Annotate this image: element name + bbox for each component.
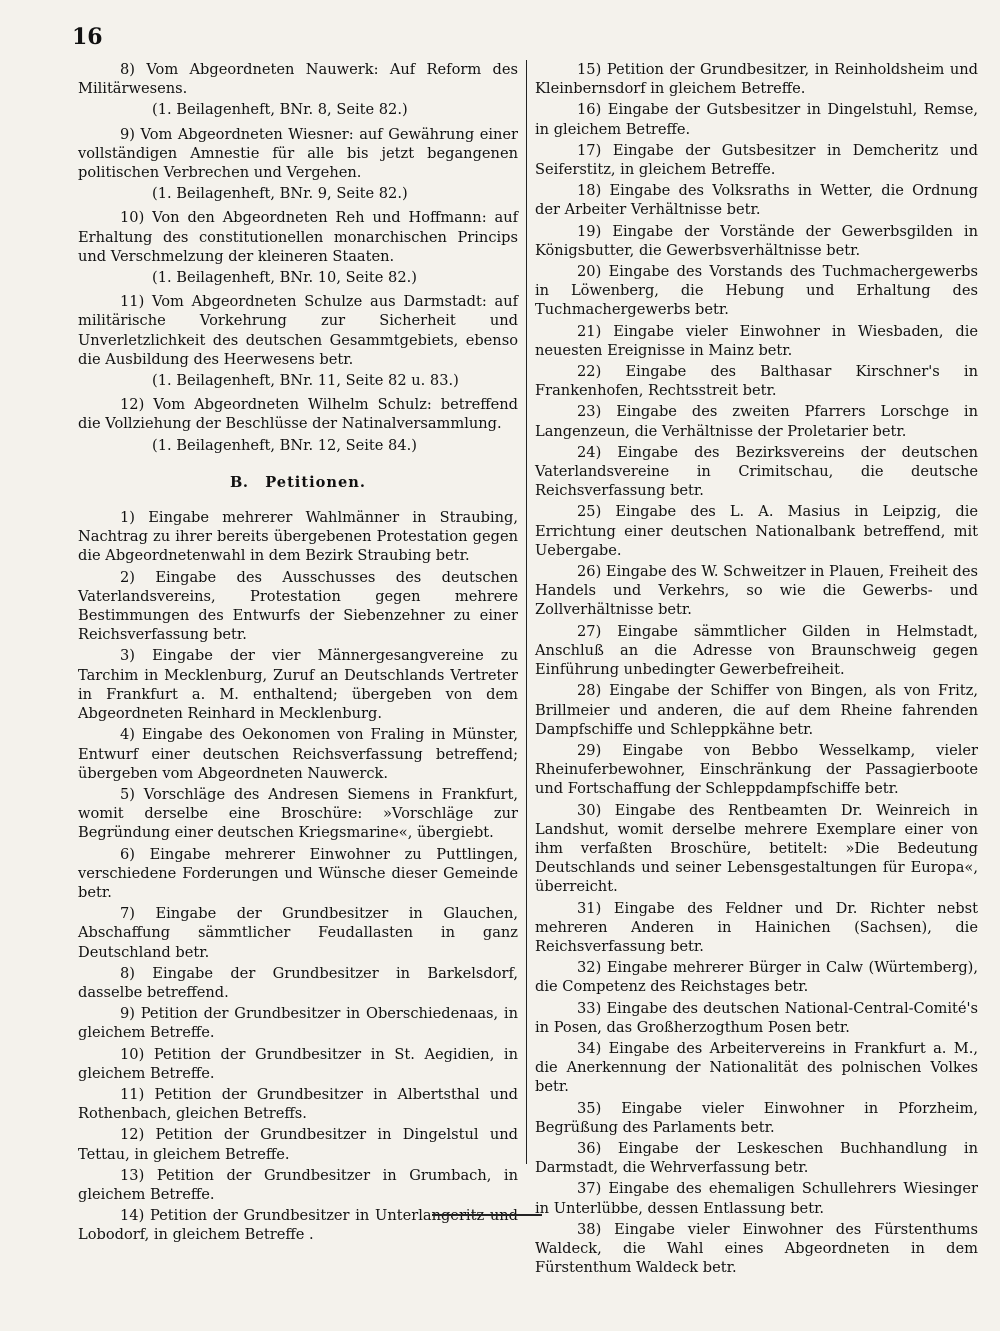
petition-entry: 21) Eingabe vieler Einwohner in Wiesbaden, die neuesten Ereignisse in Mainz betr. <box>535 322 979 359</box>
petition-entry: 15) Petition der Grundbesitzer, in Reinholdsheim und Kleinbernsdorf in gleichem Betreffe. <box>535 61 979 98</box>
petition-entry: 10) Petition der Grundbesitzer in St. Aegidien, in gleichem Betreffe. <box>78 1045 518 1082</box>
motion-citation: (1. Beilagenheft, BNr. 8, Seite 82.) <box>152 101 408 119</box>
petition-entry: 30) Eingabe des Rentbeamten Dr. Weinreich in Landshut, womit derselbe mehrere Exemplare einer von ihm verfaßten Broschüre, betitelt: »Die Bedeutung Deutschlands und seiner Lebensgestaltungen für Europa«, überreicht. <box>535 801 978 896</box>
motion-entry: 11) Vom Abgeordneten Schulze aus Darmstadt: auf militärische Vorkehrung zur Sicherheit und Unverletzlichkeit des deutschen Gesammtgebiets, ebenso die Ausbildung des Heerwesens betr. <box>78 293 518 368</box>
petition-entry: 12) Petition der Grundbesitzer in Dingelstul und Tettau, in gleichem Betreffe. <box>78 1126 518 1163</box>
petition-entry: 3) Eingabe der vier Männergesangvereine zu Tarchim in Mecklenburg, Zuruf an Deutschlands Vertreter in Frankfurt a. M. enthaltend; übergeben von dem Abgeordneten Reinhard in Mecklenburg. <box>78 647 518 723</box>
right-column <box>535 60 978 1279</box>
petitions-list-left <box>78 508 518 1245</box>
petition-entry: 37) Eingabe des ehemaligen Schullehrers Wiesinger in Unterlübbe, dessen Entlassung betr. <box>535 1180 978 1217</box>
petition-entry: 38) Eingabe vieler Einwohner des Fürstenthums Waldeck, die Wahl eines Abgeordneten in dem Fürstenthum Waldeck betr. <box>535 1220 979 1277</box>
petition-entry: 7) Eingabe der Grundbesitzer in Glauchen, Abschaffung sämmtlicher Feudallasten in ganz Deutschland betr. <box>78 905 518 961</box>
section-title: Petitionen. <box>265 473 366 491</box>
petition-entry: 23) Eingabe des zweiten Pfarrers Lorschge in Langenzeun, die Verhältnisse der Proletarier betr. <box>535 403 978 440</box>
petition-entry: 11) Petition der Grundbesitzer in Albertsthal und Rothenbach, gleichen Betreffs. <box>78 1085 518 1123</box>
petition-entry: 26) Eingabe des W. Schweitzer in Plauen, Freiheit des Handels und Verkehrs, so wie die Gewerbs- und Zollverhältnisse betr. <box>535 563 979 619</box>
motion-citation: (1. Beilagenheft, BNr. 10, Seite 82.) <box>152 269 417 287</box>
petition-entry: 9) Petition der Grundbesitzer in Oberschiedenaas, in gleichem Betreffe. <box>78 1005 519 1042</box>
petition-entry: 8) Eingabe der Grundbesitzer in Barkelsdorf, dasselbe betreffend. <box>78 964 519 1001</box>
petition-entry: 31) Eingabe des Feldner und Dr. Richter nebst mehreren Anderen in Hainichen (Sachsen), die Reichsverfassung betr. <box>535 899 978 955</box>
footer-rule <box>432 1214 542 1216</box>
petitions-list-right <box>535 60 978 1277</box>
petition-entry: 1) Eingabe mehrerer Wahlmänner in Straubing, Nachtrag zu ihrer bereits übergebenen Protestation gegen die Abgeordnetenwahl in dem Bezirk Straubing betr. <box>78 509 519 565</box>
petition-entry: 22) Eingabe des Balthasar Kirschner's in Frankenhofen, Rechtsstreit betr. <box>535 363 978 400</box>
petition-entry: 33) Eingabe des deutschen National-Central-Comité's in Posen, das Großherzogthum Posen betr. <box>535 999 978 1036</box>
petition-entry: 32) Eingabe mehrerer Bürger in Calw (Würtemberg), die Competenz des Reichstages betr. <box>535 959 979 996</box>
petition-entry: 13) Petition der Grundbesitzer in Grumbach, in gleichem Betreffe. <box>78 1166 518 1203</box>
column-divider <box>526 60 527 1164</box>
page-number: 16 <box>72 24 103 50</box>
motion-entry: 8) Vom Abgeordneten Nauwerk: Auf Reform des Militärwesens. <box>78 61 518 98</box>
petition-entry: 17) Eingabe der Gutsbesitzer in Demcheritz und Seiferstitz, in gleichem Betreffe. <box>535 141 979 179</box>
petition-entry: 25) Eingabe des L. A. Masius in Leipzig, die Errichtung einer deutschen Nationalbank betreffend, mit Uebergabe. <box>535 503 979 559</box>
motion-citation: (1. Beilagenheft, BNr. 9, Seite 82.) <box>152 185 408 203</box>
petition-entry: 27) Eingabe sämmtlicher Gilden in Helmstadt, Anschluß an die Adresse von Braunschweig gegen Einführung unbedingter Gewerbefreiheit. <box>535 622 978 679</box>
motion-citation: (1. Beilagenheft, BNr. 11, Seite 82 u. 83.) <box>152 372 459 390</box>
petition-entry: 34) Eingabe des Arbeitervereins in Frankfurt a. M., die Anerkennung der Nationalität des polnischen Volkes betr. <box>535 1039 979 1096</box>
petition-entry: 20) Eingabe des Vorstands des Tuchmachergewerbs in Löwenberg, die Hebung und Erhaltung des Tuchmachergewerbs betr. <box>535 263 978 319</box>
section-letter: B. <box>230 473 249 491</box>
left-column <box>78 60 518 1247</box>
section-heading-petitions <box>78 473 518 492</box>
petition-entry: 24) Eingabe des Bezirksvereins der deutschen Vaterlandsvereine in Crimitschau, die deutsche Reichsverfassung betr. <box>535 443 978 500</box>
petition-entry: 36) Eingabe der Leskeschen Buchhandlung in Darmstadt, die Wehrverfassung betr. <box>535 1139 979 1177</box>
petition-entry: 18) Eingabe des Volksraths in Wetter, die Ordnung der Arbeiter Verhältnisse betr. <box>535 182 978 219</box>
motion-entry: 9) Vom Abgeordneten Wiesner: auf Gewährung einer vollständigen Amnestie für alle bis jetzt begangenen politischen Verbrechen und Vergehen. <box>78 125 519 182</box>
petition-entry: 14) Petition der Grundbesitzer in Unterlangeritz und Lobodorf, in gleichem Betreffe . <box>78 1207 519 1244</box>
petition-entry: 28) Eingabe der Schiffer von Bingen, als von Fritz, Brillmeier und anderen, die auf dem Rheine fahrenden Dampfschiffe und Schleppkähne betr. <box>535 682 979 738</box>
petition-entry: 29) Eingabe von Bebbo Wesselkamp, vieler Rheinuferbewohner, Einschränkung der Passagierboote und Fortschaffung der Schleppdampfschiffe betr. <box>535 741 978 798</box>
petition-entry: 19) Eingabe der Vorstände der Gewerbsgilden in Königsbutter, die Gewerbsverhältnisse betr. <box>535 222 979 259</box>
petition-entry: 4) Eingabe des Oekonomen von Fraling in Münster, Entwurf einer deutschen Reichsverfassung betreffend; übergeben vom Abgeordneten Nauwerck. <box>78 726 519 782</box>
petition-entry: 5) Vorschläge des Andresen Siemens in Frankfurt, womit derselbe eine Broschüre: »Vorschläge zur Begründung einer deutschen Kriegsmarine«, übergiebt. <box>78 785 519 842</box>
motion-entry: 12) Vom Abgeordneten Wilhelm Schulz: betreffend die Vollziehung der Beschlüsse der Natinalversammlung. <box>78 396 519 433</box>
motions-list <box>78 60 518 455</box>
petition-entry: 2) Eingabe des Ausschusses des deutschen Vaterlandsvereins, Protestation gegen mehrere Bestimmungen des Entwurfs der Siebenzehner zu einer Reichsverfassung betr. <box>78 568 518 644</box>
petition-entry: 16) Eingabe der Gutsbesitzer in Dingelstuhl, Remse, in gleichem Betreffe. <box>535 101 978 138</box>
petition-entry: 6) Eingabe mehrerer Einwohner zu Puttlingen, verschiedene Forderungen und Wünsche dieser Gemeinde betr. <box>78 845 518 901</box>
motion-entry: 10) Von den Abgeordneten Reh und Hoffmann: auf Erhaltung des constitutionellen monarchischen Princips und Verschmelzung der kleineren Staaten. <box>78 209 519 265</box>
petition-entry: 35) Eingabe vieler Einwohner in Pforzheim, Begrüßung des Parlaments betr. <box>535 1099 978 1136</box>
motion-citation: (1. Beilagenheft, BNr. 12, Seite 84.) <box>152 436 417 454</box>
